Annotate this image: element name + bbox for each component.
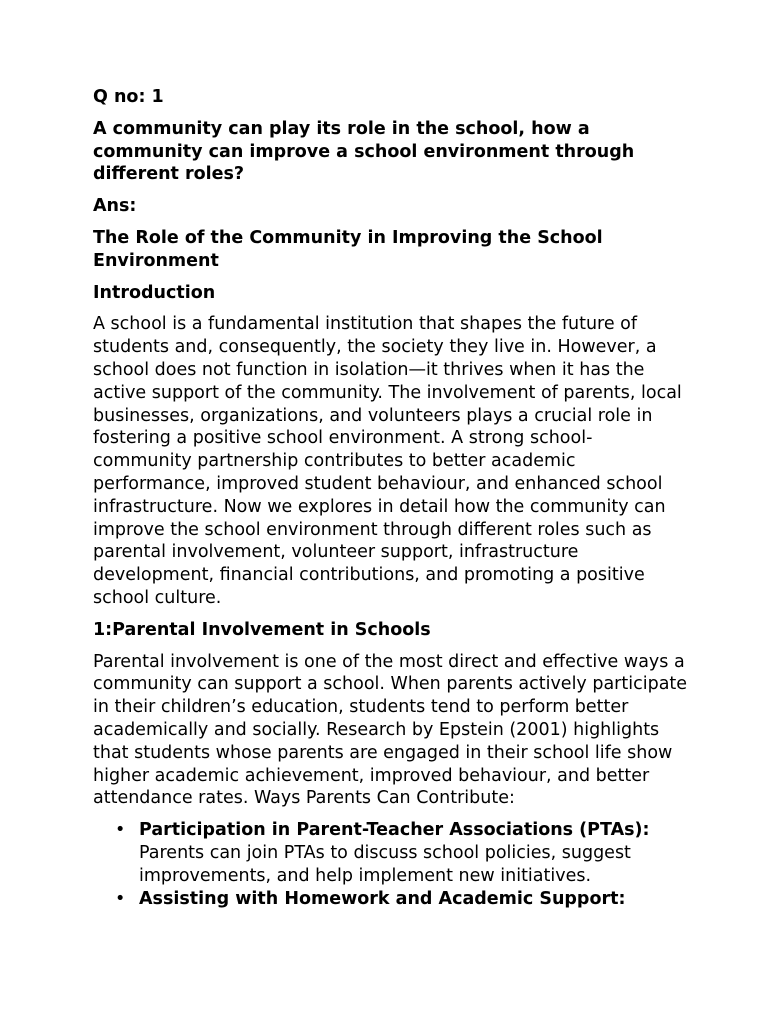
bullet-icon: •	[115, 888, 126, 909]
bullet-icon: •	[115, 820, 126, 841]
contribution-list	[93, 819, 688, 910]
question-text: A community can play its role in the school, how a community can improve a school environment through different roles?	[93, 118, 635, 185]
introduction-paragraph: A school is a fundamental institution that shapes the future of students and, consequently, the society they live in. However, a school does not function in isolation—it thrives when it has the active support of the community. The involvement of parents, local businesses, organizations, and volunteers plays a crucial role in fostering a positive school environment. A strong school-community partnership contributes to better academic performance, improved student behaviour, and enhanced school infrastructure. Now we explores in detail how the community can improve the school environment through different roles such as parental involvement, volunteer support, infrastructure development, financial contributions, and promoting a positive school culture.	[93, 314, 682, 608]
list-item	[115, 819, 688, 887]
list-item-text: Parents can join PTAs to discuss school policies, suggest improvements, and help implement new initiatives.	[139, 842, 631, 886]
answer-label: Ans:	[93, 196, 137, 217]
introduction-heading: Introduction	[93, 282, 216, 303]
section-1-heading: 1:Parental Involvement in Schools	[93, 619, 431, 640]
list-item-label: Participation in Parent-Teacher Associations (PTAs):	[139, 820, 650, 841]
list-item-label: Assisting with Homework and Academic Support:	[139, 888, 626, 909]
section-1-paragraph: Parental involvement is one of the most direct and effective ways a community can support a school. When parents actively participate in their children’s education, students tend to perform better academically and socially. Research by Epstein (2001) highlights that students whose parents are engaged in their school life show higher academic achievement, improved behaviour, and better attendance rates. Ways Parents Can Contribute:	[93, 651, 688, 809]
list-item	[115, 888, 688, 911]
essay-title: The Role of the Community in Improving the School Environment	[93, 227, 603, 271]
question-number: Q no: 1	[93, 87, 164, 107]
